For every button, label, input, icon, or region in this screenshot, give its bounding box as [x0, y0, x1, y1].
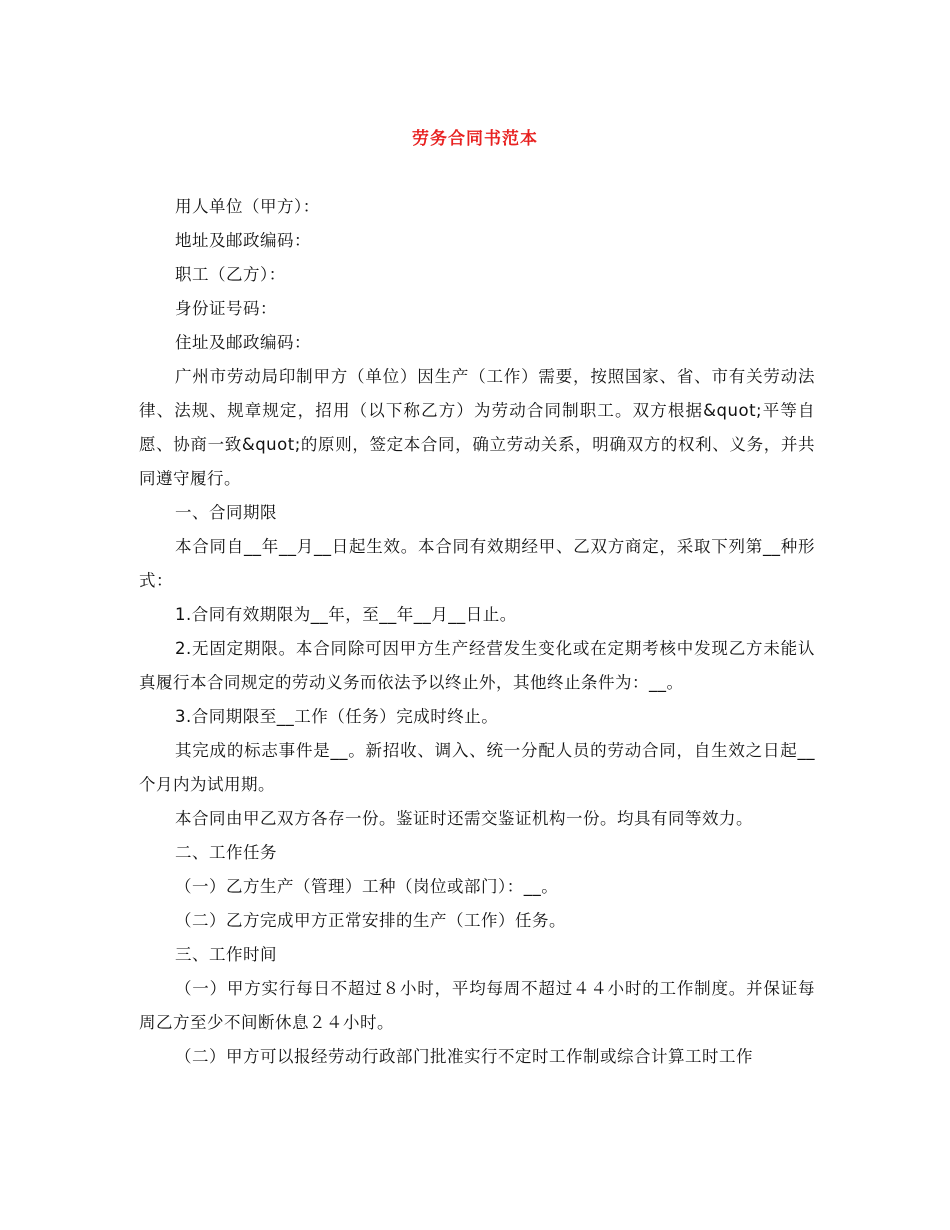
paragraph-term-option-1: 1.合同有效期限为__年，至__年__月__日止。	[175, 605, 517, 624]
paragraph-employee: 职工（乙方）：	[175, 265, 286, 284]
paragraph-term-option-3: 3.合同期限至__工作（任务）完成时终止。	[175, 707, 499, 726]
paragraph-employer-address: 地址及邮政编码：	[175, 231, 311, 250]
paragraph-task-2: （二）乙方完成甲方正常安排的生产（工作）任务。	[175, 911, 566, 930]
section-heading-work-hours: 三、工作时间	[175, 945, 277, 964]
paragraph-probation: 其完成的标志事件是__。新招收、调入、统一分配人员的劳动合同，自生效之日起__个月内为试用期。	[139, 741, 815, 794]
paragraph-effective-date: 本合同自__年__月__日起生效。本合同有效期经甲、乙双方商定，采取下列第__种形式：	[139, 537, 815, 590]
paragraph-hours-1: （一）甲方实行每日不超过８小时，平均每周不超过４４小时的工作制度。并保证每周乙方至少不间断休息２４小时。	[139, 979, 815, 1032]
document-body	[139, 190, 815, 1074]
paragraph-employee-address: 住址及邮政编码：	[175, 333, 311, 352]
paragraph-term-option-2: 2.无固定期限。本合同除可因甲方生产经营发生变化或在定期考核中发现乙方未能认真履行本合同规定的劳动义务而依法予以终止外，其他终止条件为：__。	[139, 639, 815, 692]
document-title: 劳务合同书范本	[412, 129, 538, 149]
paragraph-employer: 用人单位（甲方）：	[175, 197, 320, 216]
section-heading-contract-term: 一、合同期限	[175, 503, 277, 522]
paragraph-task-1: （一）乙方生产（管理）工种（岗位或部门）：__。	[175, 877, 559, 896]
paragraph-preamble: 广州市劳动局印制甲方（单位）因生产（工作）需要，按照国家、省、市有关劳动法律、法规、规章规定，招用（以下称乙方）为劳动合同制职工。双方根据&quot;平等自愿、协商一致&quot;的原则，签定本合同，确立劳动关系，明确双方的权利、义务，并共同遵守履行。	[139, 367, 815, 488]
paragraph-copies: 本合同由甲乙双方各存一份。鉴证时还需交鉴证机构一份。均具有同等效力。	[175, 809, 753, 828]
paragraph-id-number: 身份证号码：	[175, 299, 277, 318]
paragraph-hours-2: （二）甲方可以报经劳动行政部门批准实行不定时工作制或综合计算工时工作	[175, 1047, 753, 1066]
section-heading-work-tasks: 二、工作任务	[175, 843, 277, 862]
